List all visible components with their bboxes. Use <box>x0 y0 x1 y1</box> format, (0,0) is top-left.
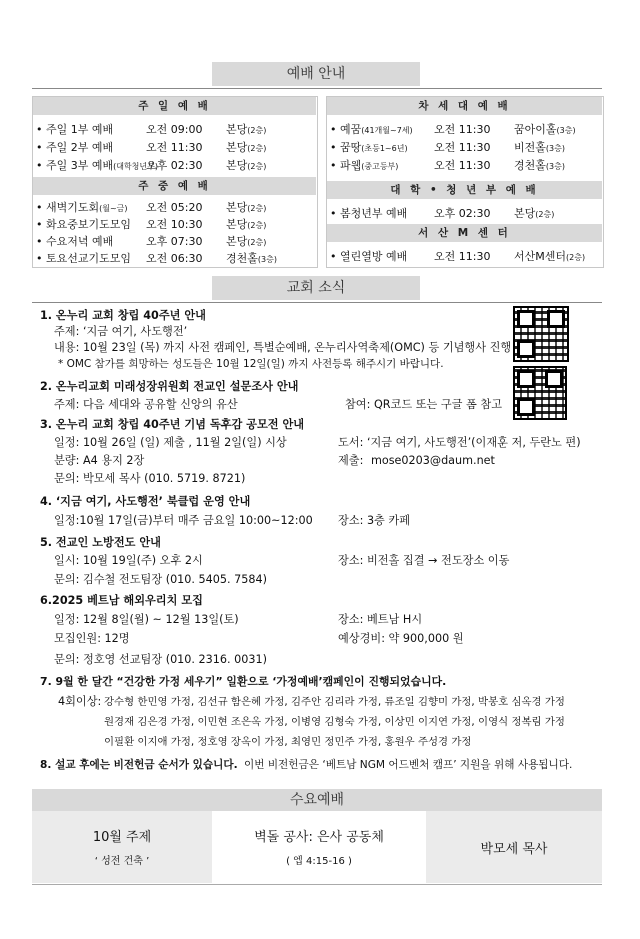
wednesday-left-panel <box>32 811 212 883</box>
news-item-7-families-line: 원경재 김은경 가정, 이민현 조은옥 가정, 이병영 김형숙 가정, 이상민 이지연 가정, 이영식 정복림 가정 <box>104 716 565 728</box>
news-item-6-heading: 6.2025 베트남 해외우리치 모집 <box>40 594 203 607</box>
service-name: • 꿈땅(초등1~6년) <box>330 141 408 154</box>
news-item-6-contact: 문의: 정호영 선교팀장 (010. 2316. 0031) <box>54 653 267 666</box>
service-place: 본당(2층) <box>226 141 267 154</box>
news-item-1-content: 내용: 10월 23일 (목) 까지 사전 캠페인, 특별순예배, 온누리사역축제(OMC) 등 기념행사 진행 <box>54 341 512 354</box>
service-name: • 주일 2부 예배 <box>36 141 114 154</box>
submit-email-link[interactable]: mose0203@daum.net <box>370 454 495 467</box>
news-item-1-heading: 1. 온누리 교회 창립 40주년 안내 <box>40 309 206 322</box>
wednesday-theme-value: ‘ 성전 건축 ’ <box>94 856 150 867</box>
wednesday-bottom-rule <box>32 884 602 885</box>
news-item-8-body: 이번 비전헌금은 ‘베트남 NGM 어드벤처 캠프’ 지원을 위해 사용됩니다. <box>243 759 573 771</box>
service-name: • 파웹(중고등부) <box>330 159 399 172</box>
service-name: • 새벽기도회(월~금) <box>36 201 128 214</box>
wednesday-theme-label: 10월 주제 <box>92 830 152 845</box>
news-item-4-heading: 4. ‘지금 여기, 사도행전’ 북클럽 운영 안내 <box>40 495 251 508</box>
seosan-center-header: 서 산 M 센 터 <box>327 224 602 242</box>
service-time: 오전 10:30 <box>146 218 203 231</box>
service-place: 본당(2층) <box>514 207 555 220</box>
news-item-7-families-line: 강수형 한민영 가정, 김선규 함은혜 가정, 김주안 김리라 가정, 류조일 김향미 가정, 박봉호 심옥경 가정 <box>104 696 565 708</box>
service-time: 오전 11:30 <box>434 123 491 136</box>
sunday-worship-header: 주 일 예 배 <box>33 97 316 115</box>
news-item-2-heading: 2. 온누리교회 미래성장위원회 전교인 설문조사 안내 <box>40 380 299 393</box>
youth-worship-header: 대 학 • 청 년 부 예 배 <box>327 181 602 199</box>
news-item-4-schedule: 일정:10월 17일(금)부터 매주 금요일 10:00~12:00 <box>54 514 313 527</box>
service-time: 오전 09:00 <box>146 123 203 136</box>
news-item-1-theme: 주제: ‘지금 여기, 사도행전’ <box>54 325 188 338</box>
service-place: 본당(2층) <box>226 235 267 248</box>
news-item-3-book: 도서: ‘지금 여기, 사도행전’(이재훈 저, 두란노 편) <box>338 436 581 449</box>
qr-code-icon-survey[interactable] <box>513 366 567 420</box>
news-item-8 <box>40 757 572 772</box>
service-name: • 주일 1부 예배 <box>36 123 114 136</box>
news-item-5-heading: 5. 전교인 노방전도 안내 <box>40 536 161 549</box>
service-place: 비전홀(3층) <box>514 141 565 154</box>
news-item-3-submit <box>338 452 495 468</box>
service-time: 오후 02:30 <box>146 159 203 172</box>
service-place: 본당(2층) <box>226 218 267 231</box>
service-place: 서산M센터(2층) <box>514 250 586 263</box>
service-time: 오전 11:30 <box>434 141 491 154</box>
service-name: • 열린열방 예배 <box>330 250 408 263</box>
service-time: 오전 11:30 <box>434 159 491 172</box>
news-item-5-place: 장소: 비전홀 집결 → 전도장소 이동 <box>338 554 510 567</box>
news-item-1-note: * OMC 참가를 희망하는 성도들은 10월 12일(일) 까지 사전등록 해주시기 바랍니다. <box>58 358 444 370</box>
weekday-worship-header: 주 중 예 배 <box>33 177 316 195</box>
service-place: 본당(2층) <box>226 123 267 136</box>
worship-section-title: 예배 안내 <box>212 62 420 86</box>
service-time: 오후 02:30 <box>434 207 491 220</box>
wednesday-sermon-title: 벽돌 공사: 은사 공동체 <box>254 830 384 845</box>
service-time: 오전 06:30 <box>146 252 203 265</box>
service-time: 오전 11:30 <box>434 250 491 263</box>
news-item-7-label: 4회이상: <box>58 695 102 708</box>
news-item-3-heading: 3. 온누리 교회 창립 40주년 기념 독후감 공모전 안내 <box>40 418 305 431</box>
worship-divider <box>32 88 602 89</box>
service-name: • 봄청년부 예배 <box>330 207 408 220</box>
service-place: 본당(2층) <box>226 159 267 172</box>
service-time: 오전 05:20 <box>146 201 203 214</box>
news-divider <box>32 302 602 303</box>
news-item-3-schedule: 일정: 10월 26일 (일) 제출 , 11월 2일(일) 시상 <box>54 436 287 449</box>
news-item-7-families-line: 이필환 이지애 가정, 정호영 장옥이 가정, 최영민 정민주 가정, 홍원우 주성경 가정 <box>104 736 472 748</box>
news-item-4-place: 장소: 3층 카페 <box>338 514 411 527</box>
submit-label: 제출: <box>338 454 364 467</box>
news-item-5-datetime: 일시: 10월 19일(주) 오후 2시 <box>54 554 203 567</box>
service-name: • 토요선교기도모임 <box>36 252 131 265</box>
service-place: 경천홀(3층) <box>226 252 277 265</box>
nextgen-worship-header: 차 세 대 예 배 <box>327 97 602 115</box>
wednesday-section-title: 수요예배 <box>289 792 345 808</box>
news-item-6-cost: 예상경비: 약 900,000 원 <box>338 632 464 645</box>
wednesday-scripture: ( 엡 4:15-16 ) <box>286 856 352 867</box>
news-item-2-theme: 주제: 다음 세대와 공유할 신앙의 유산 <box>54 398 238 411</box>
news-item-2-join: 참여: QR코드 또는 구글 폼 참고 <box>345 398 503 411</box>
news-item-3-length: 분량: A4 용지 2장 <box>54 454 145 467</box>
news-section-title: 교회 소식 <box>212 276 420 300</box>
news-item-5-contact: 문의: 김수철 전도팀장 (010. 5405. 7584) <box>54 573 267 586</box>
qr-code-icon-omc[interactable] <box>513 306 569 362</box>
news-item-6-recruit: 모집인원: 12명 <box>54 632 130 645</box>
service-place: 본당(2층) <box>226 201 267 214</box>
service-name: • 예꿈(41개월~7세) <box>330 123 413 136</box>
news-item-6-place: 장소: 베트남 H시 <box>338 613 423 626</box>
service-place: 경천홀(3층) <box>514 159 565 172</box>
news-item-6-schedule: 일정: 12월 8일(월) ~ 12월 13일(토) <box>54 613 239 626</box>
news-item-7-heading: 7. 9월 한 달간 “건강한 가정 세우기” 일환으로 ‘가정예배’캠페인이 진행되었습니다. <box>40 675 447 688</box>
news-item-3-contact: 문의: 박모세 목사 (010. 5719. 8721) <box>54 472 246 485</box>
service-time: 오후 07:30 <box>146 235 203 248</box>
service-name: • 주일 3부 예배(대학청년부) <box>36 159 158 172</box>
service-name: • 화요중보기도모임 <box>36 218 131 231</box>
service-name: • 수요저녁 예배 <box>36 235 114 248</box>
news-item-8-heading: 8. 설교 후에는 비전헌금 순서가 있습니다. <box>40 759 238 771</box>
service-time: 오전 11:30 <box>146 141 203 154</box>
service-place: 꿈아이홀(3층) <box>514 123 576 136</box>
wednesday-preacher: 박모세 목사 <box>480 842 548 857</box>
